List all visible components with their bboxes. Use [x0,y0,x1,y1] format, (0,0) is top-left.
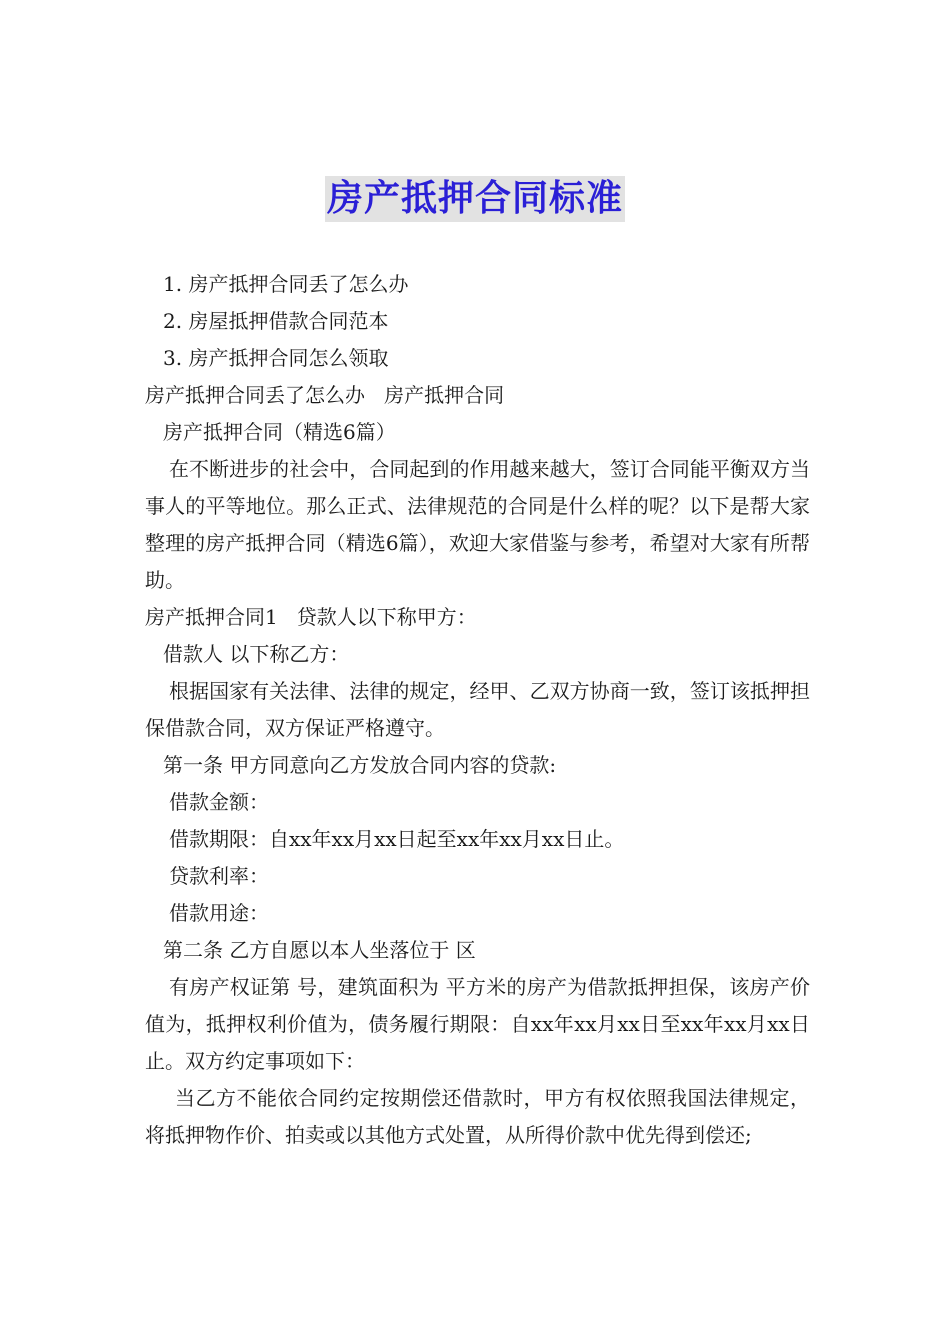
intro-paragraph: 在不断进步的社会中，合同起到的作用越来越大，签订合同能平衡双方当事人的平等地位。那么正式、法律规范的合同是什么样的呢？以下是帮大家整理的房产抵押合同（精选6篇），欢迎大家借鉴与参考，希望对大家有所帮助。 [145,457,810,592]
document-title-wrap [0,176,950,222]
article-1: 第一条 甲方同意向乙方发放合同内容的贷款: [163,753,557,777]
property-paragraph: 有房产权证第 号，建筑面积为 平方米的房产为借款抵押担保，该房产价值为，抵押权利价值为，债务履行期限：自xx年xx月xx日至xx年xx月xx日止。双方约定事项如下： [145,975,810,1073]
toc-item-2: 2. 房屋抵押借款合同范本 [163,309,389,333]
loan-usage: 借款用途： [169,901,269,925]
repayment-paragraph: 当乙方不能依合同约定按期偿还借款时，甲方有权依照我国法律规定，将抵押物作价、拍卖或以其他方式处置，从所得价款中优先得到偿还; [145,1086,810,1147]
loan-term: 借款期限：自xx年xx月xx日起至xx年xx月xx日止。 [169,827,625,851]
loan-amount: 借款金额： [169,790,269,814]
contract-heading: 房产抵押合同1 贷款人以下称甲方： [145,605,477,629]
basis-paragraph: 根据国家有关法律、法律的规定，经甲、乙双方协商一致，签订该抵押担保借款合同，双方保证严格遵守。 [145,679,810,740]
loan-rate: 贷款利率： [169,864,269,888]
document-body [145,266,810,1154]
sub-heading: 房产抵押合同（精选6篇） [163,420,396,444]
article-2: 第二条 乙方自愿以本人坐落位于 区 [163,938,476,962]
toc-item-1: 1. 房产抵押合同丢了怎么办 [163,272,409,296]
section-heading-row: 房产抵押合同丢了怎么办 房产抵押合同 [145,383,505,407]
borrower-line: 借款人 以下称乙方： [163,642,350,666]
toc-item-3: 3. 房产抵押合同怎么领取 [163,346,389,370]
document-title: 房产抵押合同标准 [325,176,625,222]
